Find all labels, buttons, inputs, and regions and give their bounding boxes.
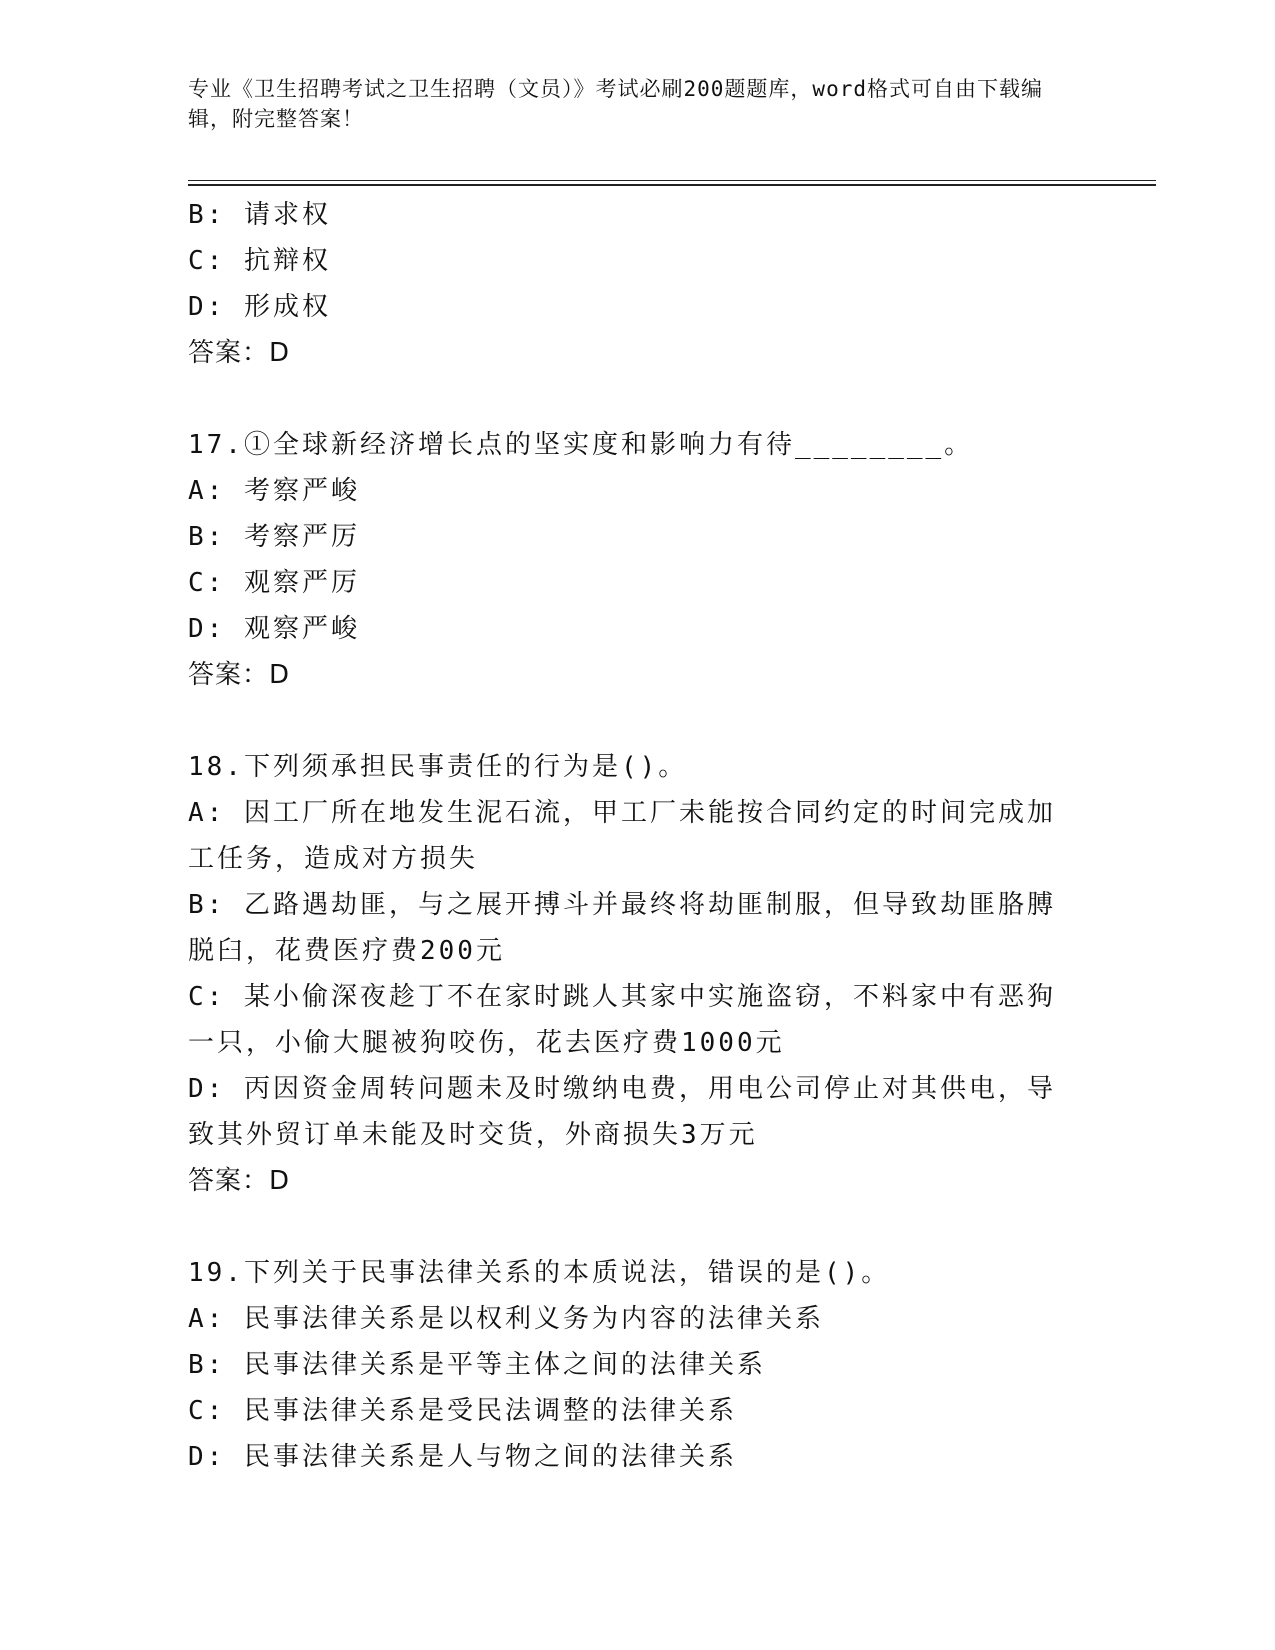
option-c xyxy=(188,238,1078,284)
option-letter: B: xyxy=(188,200,226,230)
spacer xyxy=(188,1204,1078,1250)
option-letter: B: xyxy=(188,522,226,552)
option-b xyxy=(188,1342,1078,1388)
question-stem: 18.下列须承担民事责任的行为是()。 xyxy=(188,752,688,782)
option-d xyxy=(188,284,1078,330)
option-text: 乙路遇劫匪，与之展开搏斗并最终将劫匪制服，但导致劫匪胳膊脱臼，花费医疗费200元 xyxy=(188,890,1056,966)
option-letter: D: xyxy=(188,1074,226,1104)
question-stem: 17.①全球新经济增长点的坚实度和影响力有待________。 xyxy=(188,430,974,460)
option-letter: D: xyxy=(188,1442,226,1472)
page-header: 专业《卫生招聘考试之卫生招聘（文员）》考试必刷200题题库，word格式可自由下载编辑，附完整答案！ xyxy=(188,77,1043,131)
option-a xyxy=(188,468,1078,514)
option-c xyxy=(188,560,1078,606)
option-text: 某小偷深夜趁丁不在家时跳人其家中实施盗窃，不料家中有恶狗一只，小偷大腿被狗咬伤，花去医疗费1000元 xyxy=(188,982,1056,1058)
option-a xyxy=(188,1296,1078,1342)
question-16-continuation xyxy=(188,192,1078,376)
option-text: 形成权 xyxy=(243,292,331,322)
option-letter: C: xyxy=(188,246,226,276)
option-text: 民事法律关系是人与物之间的法律关系 xyxy=(243,1442,737,1472)
option-text: 民事法律关系是受民法调整的法律关系 xyxy=(243,1396,737,1426)
question-17 xyxy=(188,422,1078,698)
option-b xyxy=(188,882,1078,974)
document-body xyxy=(188,192,1078,1480)
answer-line: 答案：D xyxy=(188,660,291,690)
option-d xyxy=(188,1434,1078,1480)
question-18 xyxy=(188,744,1078,1204)
header-rule-thin xyxy=(188,180,1156,181)
option-text: 观察严峻 xyxy=(243,614,360,644)
option-d xyxy=(188,1066,1078,1158)
option-c xyxy=(188,974,1078,1066)
option-letter: A: xyxy=(188,798,226,828)
option-text: 民事法律关系是以权利义务为内容的法律关系 xyxy=(243,1304,824,1334)
option-letter: D: xyxy=(188,614,226,644)
option-text: 因工厂所在地发生泥石流，甲工厂未能按合同约定的时间完成加工任务，造成对方损失 xyxy=(188,798,1056,874)
option-letter: A: xyxy=(188,476,226,506)
option-a xyxy=(188,790,1078,882)
option-text: 抗辩权 xyxy=(243,246,331,276)
answer-line: 答案：D xyxy=(188,338,291,368)
option-letter: B: xyxy=(188,890,226,920)
option-b xyxy=(188,514,1078,560)
option-c xyxy=(188,1388,1078,1434)
header-rule-thick xyxy=(188,184,1156,186)
option-text: 考察严峻 xyxy=(243,476,360,506)
option-letter: C: xyxy=(188,568,226,598)
option-text: 丙因资金周转问题未及时缴纳电费，用电公司停止对其供电，导致其外贸订单未能及时交货，外商损失3万元 xyxy=(188,1074,1056,1150)
option-letter: B: xyxy=(188,1350,226,1380)
option-letter: C: xyxy=(188,982,226,1012)
option-text: 请求权 xyxy=(243,200,331,230)
option-letter: D: xyxy=(188,292,226,322)
option-b xyxy=(188,192,1078,238)
option-letter: A: xyxy=(188,1304,226,1334)
answer-line: 答案：D xyxy=(188,1166,291,1196)
question-19 xyxy=(188,1250,1078,1480)
spacer xyxy=(188,698,1078,744)
option-d xyxy=(188,606,1078,652)
option-text: 考察严厉 xyxy=(243,522,360,552)
option-text: 观察严厉 xyxy=(243,568,360,598)
question-stem: 19.下列关于民事法律关系的本质说法，错误的是()。 xyxy=(188,1258,891,1288)
option-text: 民事法律关系是平等主体之间的法律关系 xyxy=(243,1350,766,1380)
option-letter: C: xyxy=(188,1396,226,1426)
spacer xyxy=(188,376,1078,422)
